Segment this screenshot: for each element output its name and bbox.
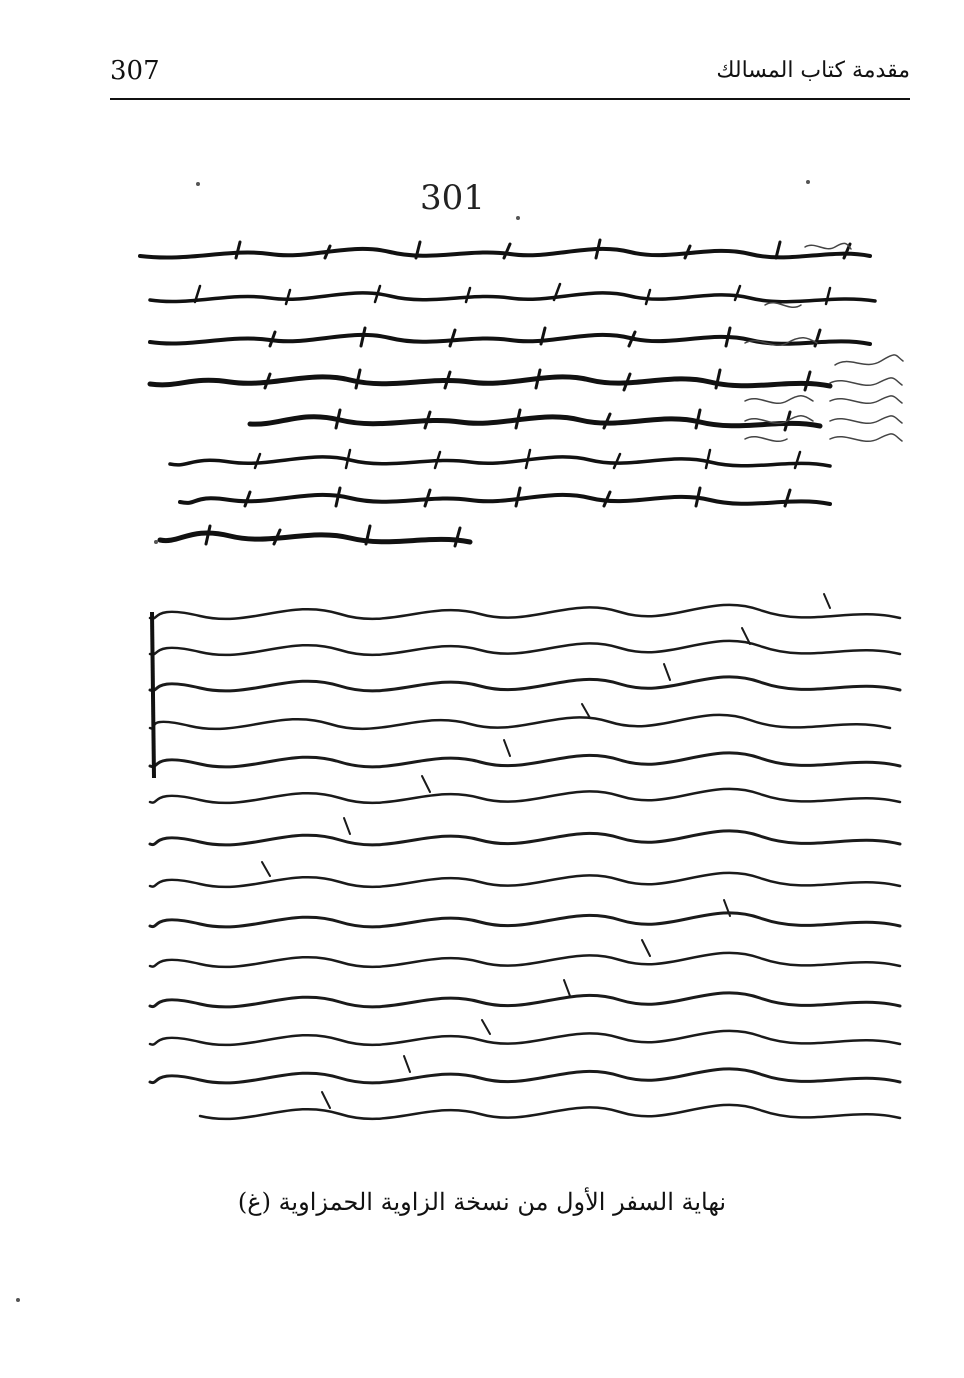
ink-speck: [16, 1298, 20, 1302]
ink-speck: [516, 216, 520, 220]
ink-speck: [806, 180, 810, 184]
page-number: 307: [110, 56, 160, 86]
ink-speck: [196, 182, 200, 186]
marginal-notes-ink: [735, 225, 910, 475]
figure-caption: نهاية السفر الأول من نسخة الزاوية الحمزاوية (غ): [237, 1188, 727, 1216]
running-header: [110, 52, 910, 92]
marginal-notes: [735, 225, 910, 475]
book-title: مقدمة كتاب المسالك: [716, 58, 910, 83]
margin-vertical-stroke: [152, 612, 154, 778]
manuscript-lower-ink: [130, 588, 910, 1148]
folio-number: 301: [420, 178, 485, 218]
manuscript-lower-block: [130, 588, 910, 1148]
ink-speck: [154, 540, 158, 544]
header-rule: [110, 98, 910, 100]
